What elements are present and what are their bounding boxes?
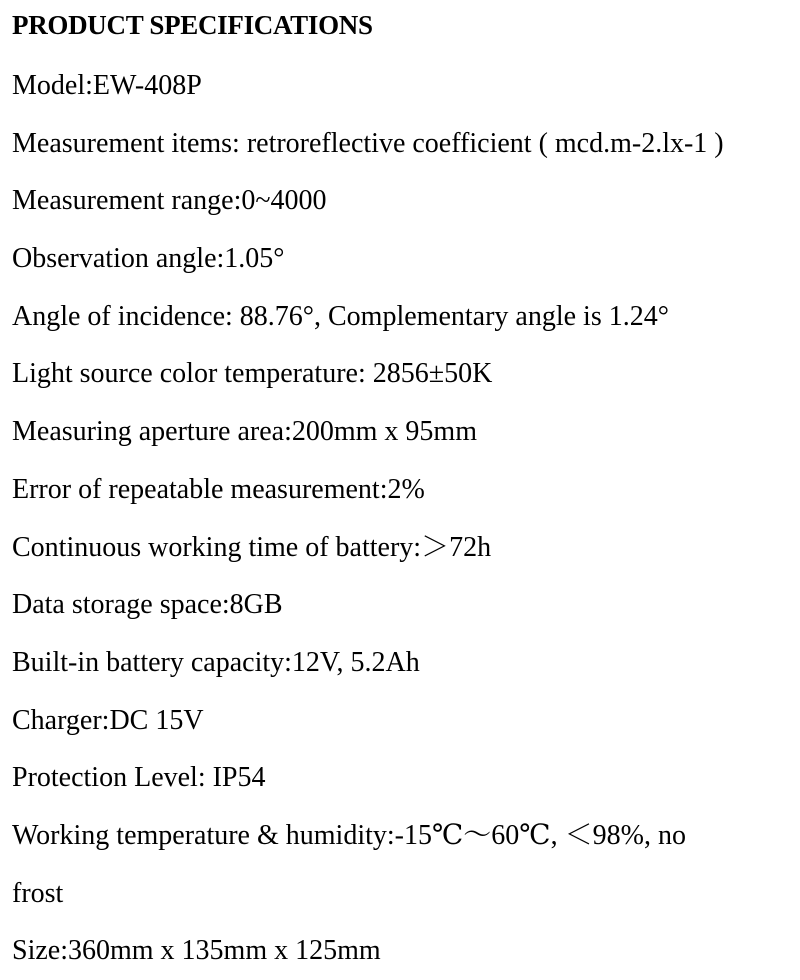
spec-measurement-range: Measurement range:0~4000 [12,185,327,217]
spec-data-storage: Data storage space:8GB [12,589,283,621]
spec-repeatability-error: Error of repeatable measurement:2% [12,473,425,505]
page-title: PRODUCT SPECIFICATIONS [12,10,373,40]
spec-angle-of-incidence: Angle of incidence: 88.76°, Complementary angle is 1.24° [12,300,669,332]
spec-working-temperature-humidity-continued: frost [12,877,64,909]
spec-list [12,57,792,980]
spec-observation-angle: Observation angle:1.05° [12,243,285,275]
spec-color-temperature: Light source color temperature: 2856±50K [12,358,493,390]
spec-document [12,0,792,980]
spec-aperture-area: Measuring aperture area:200mm x 95mm [12,416,477,448]
spec-battery-working-time: Continuous working time of battery:＞72h [12,531,492,563]
spec-size: Size:360mm x 135mm x 125mm [12,935,381,967]
spec-battery-capacity: Built-in battery capacity:12V, 5.2Ah [12,646,420,678]
spec-working-temperature-humidity: Working temperature & humidity:-15℃～60℃, ＜98%, no [12,819,686,851]
spec-protection-level: Protection Level: IP54 [12,762,266,794]
spec-measurement-items: Measurement items: retroreflective coefficient ( mcd.m-2.lx-1 ) [12,127,724,159]
spec-model: Model:EW-408P [12,70,202,101]
spec-charger: Charger:DC 15V [12,704,204,736]
